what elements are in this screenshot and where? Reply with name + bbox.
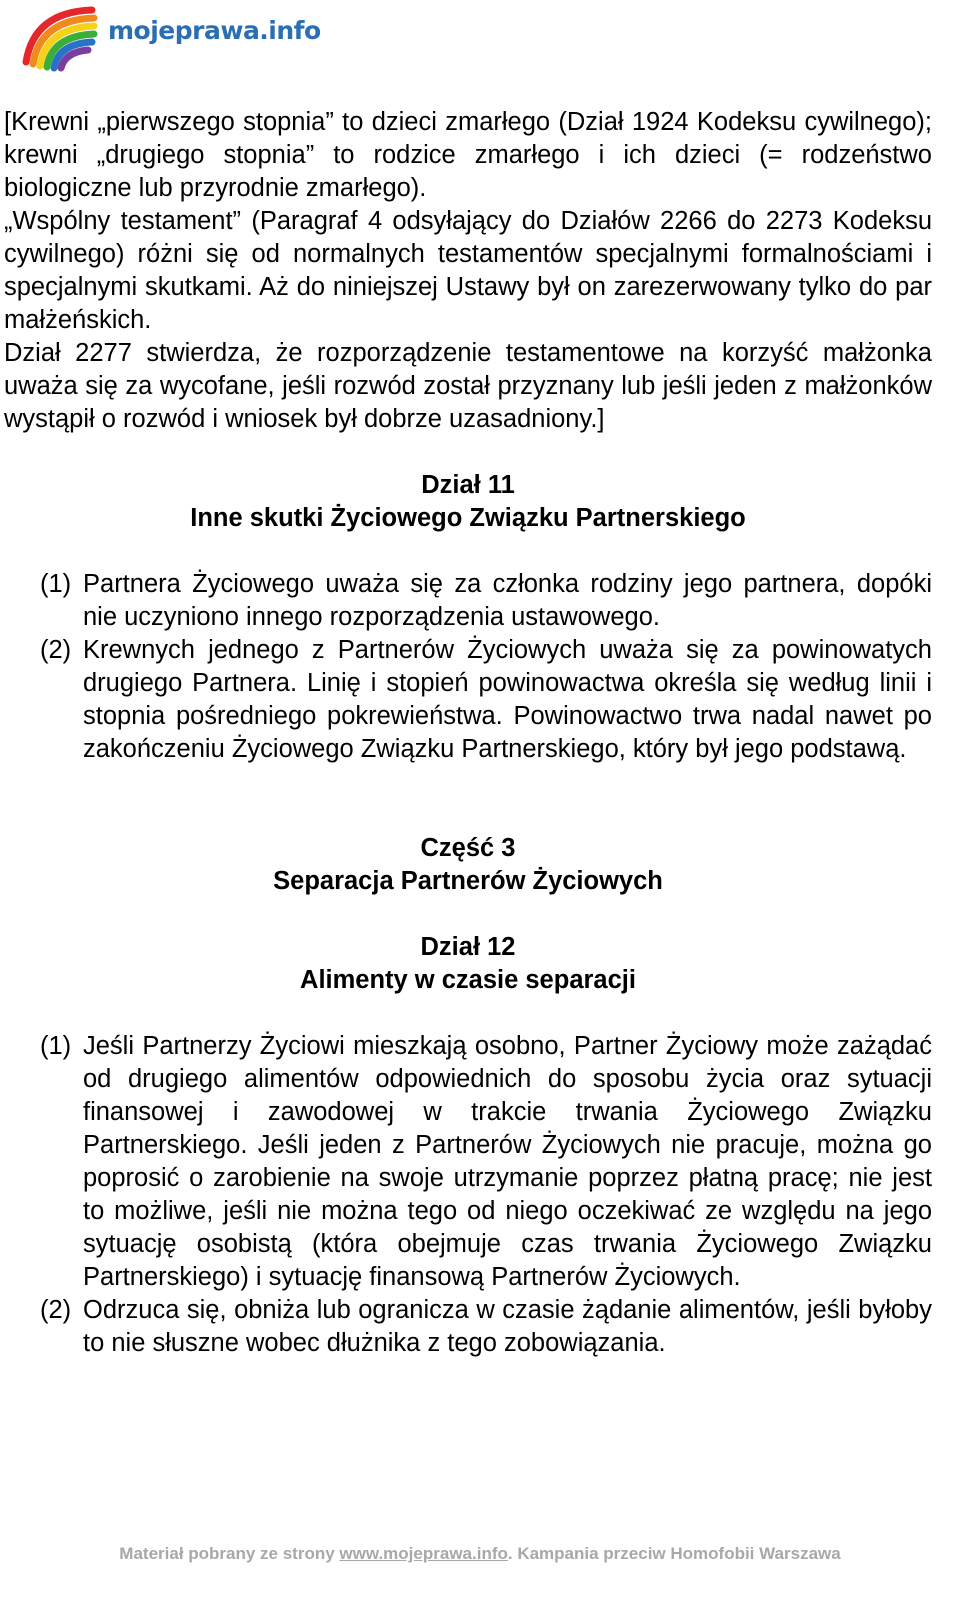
list-item	[4, 1294, 932, 1360]
part-3-title: Separacja Partnerów Życiowych	[273, 867, 663, 895]
list-item	[4, 568, 932, 634]
item-number: (2)	[40, 1296, 72, 1324]
item-number: (1)	[40, 570, 72, 598]
section-12-number: Dział 12	[420, 933, 516, 961]
item-text: Partnera Życiowego uważa się za członka rodziny jego partnera, dopóki nie uczyniono innego rozporządzenia ustawowego.	[83, 570, 932, 631]
footer-suffix: . Kampania przeciw Homofobii Warszawa	[507, 1544, 841, 1563]
section-11-number: Dział 11	[421, 471, 515, 499]
document-body	[4, 106, 932, 1360]
section-11-title: Inne skutki Życiowego Związku Partnerskiego	[190, 504, 746, 532]
part-3-number: Część 3	[420, 834, 516, 862]
intro-paragraph: [Krewni „pierwszego stopnia” to dzieci zmarłego (Dział 1924 Kodeksu cywilnego); krewni „drugiego stopnia” to rodzice zmarłego i ich dzieci (= rodzeństwo biologiczne lub przyrodnie zmarłego).	[4, 108, 932, 202]
intro-paragraph: „Wspólny testament” (Paragraf 4 odsyłający do Działów 2266 do 2273 Kodeksu cywilnego) różni się od normalnych testamentów specjalnymi formalnościami i specjalnymi skutkami. Aż do niniejszej Ustawy był on zarezerwowany tylko do par małżeńskich.	[4, 207, 932, 334]
list-item	[4, 634, 932, 766]
item-text: Jeśli Partnerzy Życiowi mieszkają osobno, Partner Życiowy może zażądać od drugiego alimentów odpowiednich do sposobu życia oraz sytuacji finansowej i zawodowej w trakcie trwania Życiowego Związku Partnerskiego. Jeśli jeden z Partnerów Życiowych nie pracuje, można go poprosić o zarobienie na swoje utrzymanie poprzez płatną pracę; nie jest to możliwe, jeśli nie można tego od niego oczekiwać ze względu na jego sytuację osobistą (która obejmuje czas trwania Życiowego Związku Partnerskiego) i sytuację finansową Partnerów Życiowych.	[83, 1032, 932, 1291]
list-item	[4, 1030, 932, 1294]
logo-text: mojeprawa.info	[108, 16, 321, 45]
footer-prefix: Materiał pobrany ze strony	[119, 1544, 340, 1563]
item-text: Odrzuca się, obniża lub ogranicza w czasie żądanie alimentów, jeśli byłoby to nie słuszne wobec dłużnika z tego zobowiązania.	[83, 1296, 932, 1357]
intro-paragraph: Dział 2277 stwierdza, że rozporządzenie testamentowe na korzyść małżonka uważa się za wycofane, jeśli rozwód został przyznany lub jeśli jeden z małżonków wystąpił o rozwód i wniosek był dobrze uzasadniony.]	[4, 339, 932, 433]
item-number: (1)	[40, 1032, 72, 1060]
item-number: (2)	[40, 636, 72, 664]
rainbow-logo-icon	[14, 2, 104, 74]
section-12-title: Alimenty w czasie separacji	[300, 966, 636, 994]
footer-link[interactable]: www.mojeprawa.info	[339, 1544, 508, 1563]
item-text: Krewnych jednego z Partnerów Życiowych uważa się za powinowatych drugiego Partnera. Linię i stopień powinowactwa określa się według linii i stopnia pośredniego pokrewieństwa. Powinowactwo trwa nadal nawet po zakończeniu Życiowego Związku Partnerskiego, który był jego podstawą.	[83, 636, 932, 763]
page-footer	[0, 1544, 960, 1564]
site-logo[interactable]	[14, 2, 321, 74]
